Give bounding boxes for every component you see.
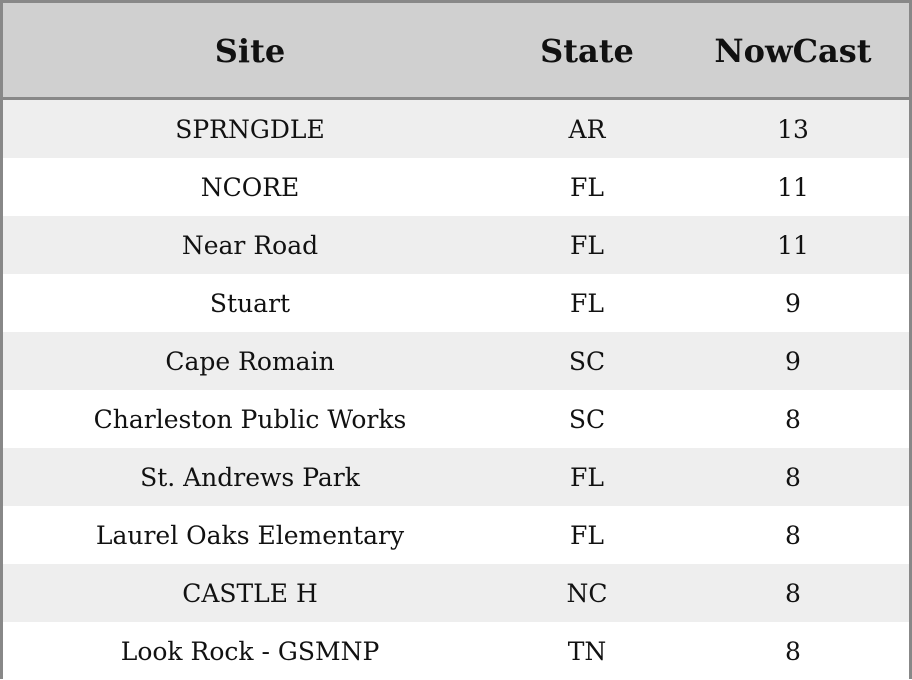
table-row [3,332,909,390]
site-cell: Look Rock - GSMNP [120,637,380,666]
nowcast-cell: 8 [785,637,801,666]
table-row [3,506,909,564]
nowcast-cell: 8 [785,579,801,608]
nowcast-cell: 9 [785,347,801,376]
table-row [3,274,909,332]
state-cell: AR [568,115,606,144]
site-cell: Laurel Oaks Elementary [95,521,405,550]
state-cell: FL [570,231,604,260]
nowcast-cell: 8 [785,463,801,492]
table-row [3,622,909,680]
table-row [3,100,909,158]
table-row [3,448,909,506]
site-cell: Near Road [181,231,319,260]
state-cell: FL [570,289,604,318]
nowcast-cell: 11 [777,173,809,202]
table-header-row [3,3,909,100]
nowcast-cell: 13 [777,115,809,144]
nowcast-cell: 9 [785,289,801,318]
table-row [3,216,909,274]
nowcast-cell: 8 [785,521,801,550]
site-cell: Cape Romain [165,347,335,376]
table-row [3,158,909,216]
site-cell: CASTLE H [182,579,318,608]
state-cell: FL [570,173,604,202]
table-row [3,390,909,448]
nowcast-cell: 8 [785,405,801,434]
state-cell: SC [568,405,606,434]
state-cell: SC [568,347,606,376]
column-header-site[interactable]: Site [214,32,286,70]
table-row [3,564,909,622]
state-cell: FL [570,463,604,492]
state-cell: TN [567,637,607,666]
site-cell: SPRNGDLE [175,115,325,144]
column-header-nowcast[interactable]: NowCast [714,32,872,70]
site-cell: NCORE [200,173,300,202]
nowcast-cell: 11 [777,231,809,260]
state-cell: NC [566,579,608,608]
site-cell: St. Andrews Park [140,463,360,492]
site-cell: Charleston Public Works [93,405,407,434]
column-header-state[interactable]: State [540,32,634,70]
state-cell: FL [570,521,604,550]
site-cell: Stuart [209,289,291,318]
